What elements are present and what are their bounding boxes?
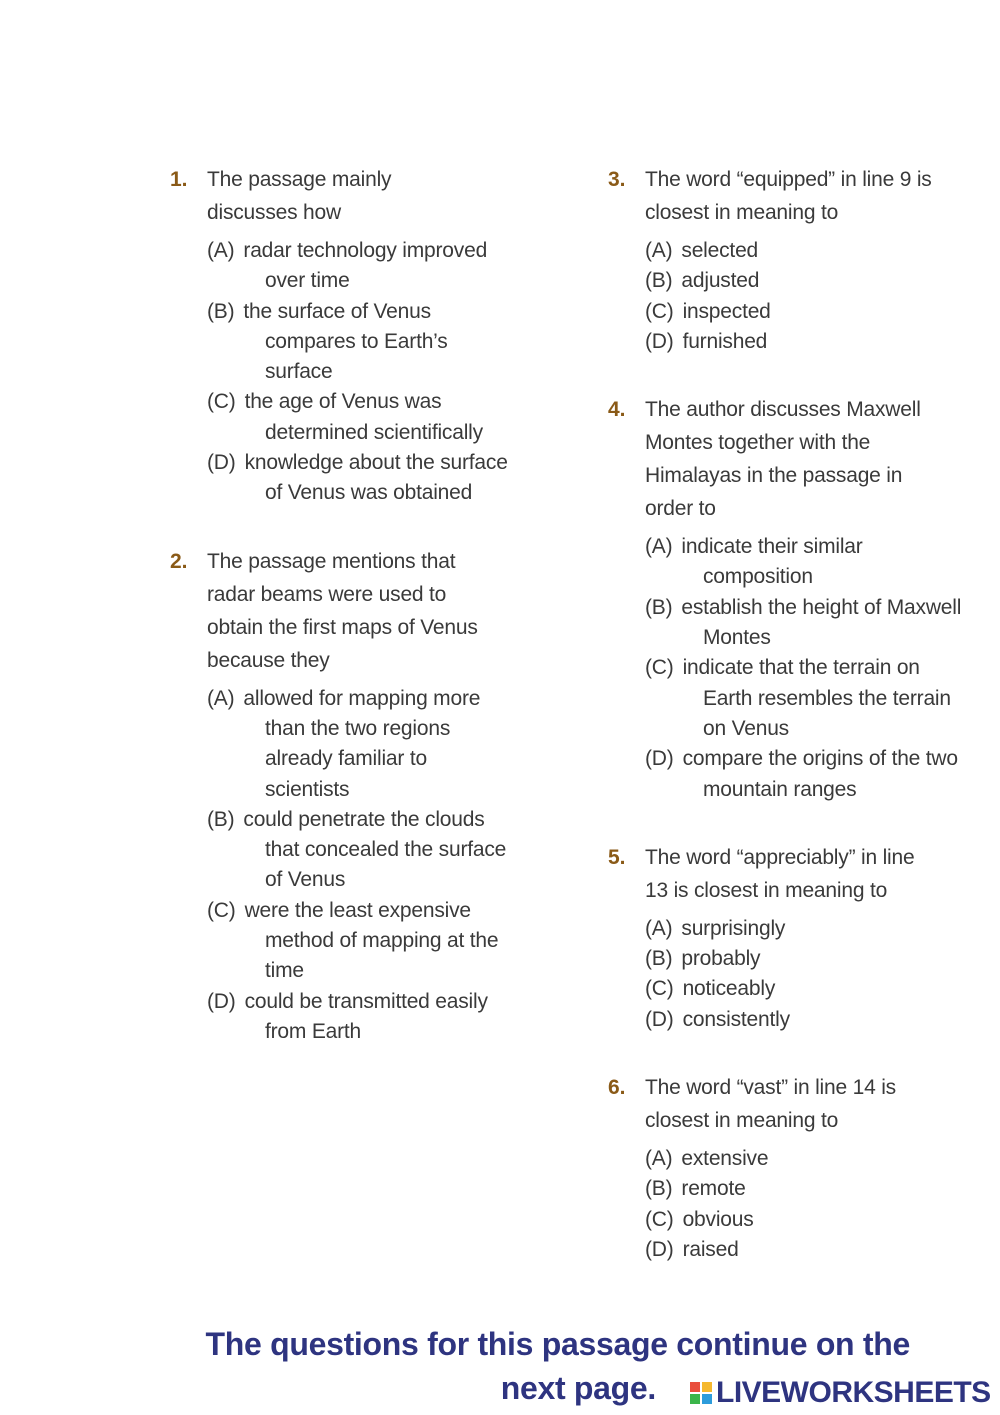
option-letter: (C) xyxy=(207,898,236,922)
option-letter: (A) xyxy=(645,239,673,262)
question-6 xyxy=(608,1071,948,1265)
logo-square xyxy=(702,1382,712,1392)
answer-option[interactable] xyxy=(645,236,948,266)
answer-option[interactable] xyxy=(645,266,948,296)
question-number: 3. xyxy=(608,168,626,191)
option-letter: (D) xyxy=(207,989,236,1013)
question-number: 4. xyxy=(608,398,626,422)
option-letter: (C) xyxy=(207,390,236,414)
option-text: consistently xyxy=(682,1007,790,1031)
answer-options xyxy=(645,914,948,1035)
option-letter: (B) xyxy=(645,1177,673,1201)
left-column xyxy=(170,163,510,1047)
answer-option[interactable] xyxy=(207,805,515,896)
question-stem: The passage mentions that radar beams were used to obtain the first maps of Venus because they xyxy=(207,549,478,672)
option-text: indicate their similar composition xyxy=(681,535,863,589)
question-stem: The word “equipped” in line 9 is closest in meaning to xyxy=(645,168,932,224)
answer-option[interactable] xyxy=(645,1144,948,1174)
logo-square xyxy=(702,1394,712,1404)
answer-option[interactable] xyxy=(207,448,515,509)
option-text: probably xyxy=(681,947,761,971)
option-text: obvious xyxy=(682,1207,754,1231)
option-letter: (A) xyxy=(645,916,673,940)
answer-option[interactable] xyxy=(645,532,963,593)
answer-option[interactable] xyxy=(645,297,948,327)
answer-option[interactable] xyxy=(207,387,515,448)
answer-options xyxy=(645,532,962,805)
answer-option[interactable] xyxy=(207,297,515,388)
option-text: the age of Venus was determined scientifically xyxy=(244,390,483,444)
option-text: compare the origins of the two mountain ranges xyxy=(682,747,958,801)
option-letter: (C) xyxy=(645,977,674,1001)
option-text: could penetrate the clouds that concealed the surface of Venus xyxy=(243,807,507,892)
option-text: the surface of Venus compares to Earth’s surface xyxy=(243,299,448,384)
answer-option[interactable] xyxy=(207,684,515,805)
logo-square xyxy=(690,1382,700,1392)
liveworksheets-logo[interactable] xyxy=(690,1376,991,1410)
question-stem: The word “appreciably” in line 13 is closest in meaning to xyxy=(645,845,915,902)
option-letter: (D) xyxy=(645,1237,674,1261)
question-3 xyxy=(608,163,948,357)
question-number: 1. xyxy=(170,168,188,191)
answer-option[interactable] xyxy=(645,1005,948,1035)
answer-options xyxy=(207,684,510,1048)
option-letter: (D) xyxy=(645,329,674,353)
question-1 xyxy=(170,163,510,509)
option-letter: (A) xyxy=(645,1147,673,1171)
answer-option[interactable] xyxy=(207,987,515,1048)
answer-option[interactable] xyxy=(207,896,515,987)
answer-options xyxy=(207,236,510,509)
option-letter: (C) xyxy=(645,299,674,323)
option-text: knowledge about the surface of Venus was obtained xyxy=(244,451,508,505)
option-letter: (B) xyxy=(645,947,673,971)
question-stem: The author discusses Maxwell Montes together with the Himalayas in the passage in order to xyxy=(645,398,921,521)
option-letter: (B) xyxy=(645,595,673,619)
footer-continue-note: The questions for this passage continue on the xyxy=(205,1326,910,1362)
option-letter: (A) xyxy=(207,686,235,710)
question-number: 2. xyxy=(170,549,188,573)
option-text: establish the height of Maxwell Montes xyxy=(681,595,962,650)
option-letter: (C) xyxy=(645,656,674,680)
question-number: 6. xyxy=(608,1076,626,1100)
answer-option[interactable] xyxy=(645,1235,948,1265)
answer-option[interactable] xyxy=(645,914,948,944)
footer-continue-note-line2: next page. xyxy=(500,1370,656,1406)
option-text: remote xyxy=(681,1177,746,1201)
option-letter: (D) xyxy=(645,747,674,771)
option-text: noticeably xyxy=(682,977,776,1001)
question-stem: The word “vast” in line 14 is closest in meaning to xyxy=(645,1076,896,1133)
answer-option[interactable] xyxy=(645,744,963,805)
logo-square xyxy=(690,1394,700,1404)
question-stem: The passage mainly discusses how xyxy=(207,168,392,224)
option-text: raised xyxy=(682,1237,739,1261)
option-text: furnished xyxy=(682,329,768,353)
logo-grid-icon xyxy=(690,1382,712,1404)
question-5 xyxy=(608,841,948,1035)
option-letter: (D) xyxy=(207,451,236,475)
option-text: were the least expensive method of mapping at the time xyxy=(244,898,499,983)
answer-option[interactable] xyxy=(645,653,963,744)
answer-option[interactable] xyxy=(645,593,963,654)
option-text: inspected xyxy=(682,299,771,323)
question-4 xyxy=(608,393,962,805)
option-letter: (A) xyxy=(207,239,235,262)
answer-options xyxy=(645,1144,948,1265)
answer-option[interactable] xyxy=(645,1174,948,1204)
option-text: could be transmitted easily from Earth xyxy=(244,989,488,1043)
option-letter: (C) xyxy=(645,1207,674,1231)
option-text: indicate that the terrain on Earth resembles the terrain on Venus xyxy=(682,656,951,740)
answer-options xyxy=(645,236,948,357)
answer-option[interactable] xyxy=(645,974,948,1004)
option-letter: (D) xyxy=(645,1007,674,1031)
option-text: extensive xyxy=(681,1147,769,1171)
option-letter: (A) xyxy=(645,535,673,559)
question-number: 5. xyxy=(608,845,626,869)
option-text: selected xyxy=(681,239,759,262)
option-letter: (B) xyxy=(645,269,673,293)
answer-option[interactable] xyxy=(207,236,515,297)
logo-text: LIVEWORKSHEETS xyxy=(716,1376,991,1409)
option-letter: (B) xyxy=(207,807,235,831)
question-2 xyxy=(170,545,510,1048)
right-column xyxy=(608,163,962,1265)
option-text: surprisingly xyxy=(681,916,786,940)
option-text: radar technology improved over time xyxy=(243,239,488,293)
option-text: adjusted xyxy=(681,269,760,293)
answer-option[interactable] xyxy=(645,327,948,357)
answer-option[interactable] xyxy=(645,944,948,974)
option-text: allowed for mapping more than the two regions already familiar to scientists xyxy=(243,686,481,801)
option-letter: (B) xyxy=(207,299,235,323)
answer-option[interactable] xyxy=(645,1205,948,1235)
